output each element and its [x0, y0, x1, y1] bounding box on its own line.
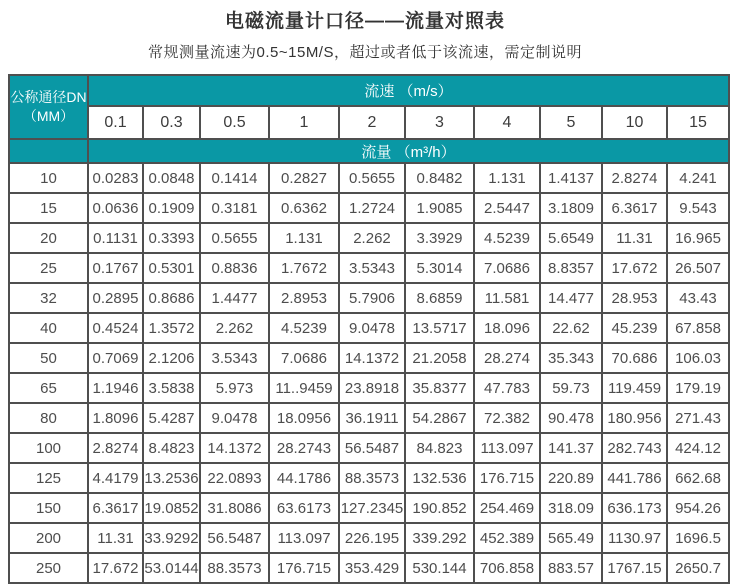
flow-value-cell: 2.262	[339, 223, 405, 253]
table-row	[9, 463, 729, 493]
flow-value-cell: 0.7069	[88, 343, 143, 373]
velocity-header-cell: 5	[540, 106, 602, 139]
flow-value-cell: 339.292	[405, 523, 474, 553]
flow-value-cell: 19.0852	[143, 493, 200, 523]
flow-value-cell: 72.382	[474, 403, 540, 433]
flow-value-cell: 28.953	[602, 283, 667, 313]
flow-value-cell: 45.239	[602, 313, 667, 343]
flow-value-cell: 271.43	[667, 403, 729, 433]
flow-value-cell: 16.965	[667, 223, 729, 253]
flow-value-cell: 2650.7	[667, 553, 729, 583]
corner-header-line1: 公称通径DN	[10, 89, 87, 105]
flow-table-body	[9, 163, 729, 583]
flow-value-cell: 3.3929	[405, 223, 474, 253]
velocity-header-cell: 4	[474, 106, 540, 139]
flow-value-cell: 88.3573	[339, 463, 405, 493]
flow-value-cell: 353.429	[339, 553, 405, 583]
flow-value-cell: 11.31	[88, 523, 143, 553]
flow-value-cell: 35.8377	[405, 373, 474, 403]
flow-table-header	[9, 75, 729, 163]
flow-value-cell: 5.7906	[339, 283, 405, 313]
flow-value-cell: 0.3393	[143, 223, 200, 253]
flow-value-cell: 22.0893	[200, 463, 269, 493]
flow-value-cell: 1767.15	[602, 553, 667, 583]
flow-value-cell: 1.9085	[405, 193, 474, 223]
flow-value-cell: 0.0283	[88, 163, 143, 193]
flow-value-cell: 3.5343	[339, 253, 405, 283]
dn-cell: 15	[9, 193, 88, 223]
flow-value-cell: 9.0478	[200, 403, 269, 433]
velocity-band-row	[9, 75, 729, 106]
flow-value-cell: 1.3572	[143, 313, 200, 343]
table-row	[9, 523, 729, 553]
flow-value-cell: 954.26	[667, 493, 729, 523]
flow-band-corner-cell	[9, 139, 88, 163]
flow-value-cell: 26.507	[667, 253, 729, 283]
flow-value-cell: 179.19	[667, 373, 729, 403]
flow-value-cell: 318.09	[540, 493, 602, 523]
flow-value-cell: 452.389	[474, 523, 540, 553]
flow-value-cell: 2.5447	[474, 193, 540, 223]
flow-value-cell: 18.0956	[269, 403, 339, 433]
flow-value-cell: 8.8357	[540, 253, 602, 283]
flow-value-cell: 254.469	[474, 493, 540, 523]
dn-cell: 200	[9, 523, 88, 553]
flow-value-cell: 21.2058	[405, 343, 474, 373]
flow-band-row	[9, 139, 729, 163]
flow-value-cell: 56.5487	[339, 433, 405, 463]
flow-value-cell: 9.543	[667, 193, 729, 223]
flow-value-cell: 113.097	[269, 523, 339, 553]
flow-value-cell: 44.1786	[269, 463, 339, 493]
flow-value-cell: 13.5717	[405, 313, 474, 343]
flow-value-cell: 6.3617	[602, 193, 667, 223]
flow-value-cell: 282.743	[602, 433, 667, 463]
table-row	[9, 343, 729, 373]
flow-value-cell: 23.8918	[339, 373, 405, 403]
flow-value-cell: 0.8482	[405, 163, 474, 193]
table-row	[9, 403, 729, 433]
flow-comparison-table	[8, 74, 730, 584]
flow-value-cell: 530.144	[405, 553, 474, 583]
velocity-band-label: 流速 （m/s）	[88, 75, 729, 106]
flow-value-cell: 28.2743	[269, 433, 339, 463]
flow-value-cell: 3.1809	[540, 193, 602, 223]
flow-value-cell: 0.1767	[88, 253, 143, 283]
table-row	[9, 223, 729, 253]
flow-value-cell: 84.823	[405, 433, 474, 463]
flow-value-cell: 31.8086	[200, 493, 269, 523]
flow-value-cell: 1.131	[269, 223, 339, 253]
page-subtitle: 常规测量流速为0.5~15M/S，超过或者低于该流速，需定制说明	[148, 44, 582, 61]
flow-value-cell: 43.43	[667, 283, 729, 313]
dn-cell: 10	[9, 163, 88, 193]
flow-value-cell: 7.0686	[269, 343, 339, 373]
flow-value-cell: 3.5343	[200, 343, 269, 373]
flow-value-cell: 11..9459	[269, 373, 339, 403]
flow-value-cell: 88.3573	[200, 553, 269, 583]
flow-value-cell: 1.7672	[269, 253, 339, 283]
flow-value-cell: 4.4179	[88, 463, 143, 493]
flow-value-cell: 59.73	[540, 373, 602, 403]
table-row	[9, 283, 729, 313]
table-row	[9, 433, 729, 463]
flow-value-cell: 1696.5	[667, 523, 729, 553]
flow-value-cell: 36.1911	[339, 403, 405, 433]
dn-cell: 125	[9, 463, 88, 493]
flow-value-cell: 132.536	[405, 463, 474, 493]
velocity-values-row	[9, 106, 729, 139]
flow-value-cell: 11.31	[602, 223, 667, 253]
flow-value-cell: 1.131	[474, 163, 540, 193]
flow-value-cell: 8.4823	[143, 433, 200, 463]
flow-value-cell: 67.858	[667, 313, 729, 343]
flow-value-cell: 90.478	[540, 403, 602, 433]
flow-value-cell: 53.0144	[143, 553, 200, 583]
dn-cell: 65	[9, 373, 88, 403]
flow-value-cell: 1.1946	[88, 373, 143, 403]
flow-value-cell: 119.459	[602, 373, 667, 403]
flow-value-cell: 2.262	[200, 313, 269, 343]
page-title: 电磁流量计口径——流量对照表	[224, 11, 505, 32]
table-row	[9, 373, 729, 403]
flow-value-cell: 0.2895	[88, 283, 143, 313]
flow-value-cell: 54.2867	[405, 403, 474, 433]
flow-value-cell: 47.783	[474, 373, 540, 403]
velocity-header-cell: 0.1	[88, 106, 143, 139]
flow-value-cell: 883.57	[540, 553, 602, 583]
flow-value-cell: 8.6859	[405, 283, 474, 313]
corner-header-line2: （MM）	[22, 108, 75, 124]
table-row	[9, 553, 729, 583]
dn-cell: 32	[9, 283, 88, 313]
flow-value-cell: 424.12	[667, 433, 729, 463]
flow-value-cell: 14.1372	[339, 343, 405, 373]
dn-cell: 250	[9, 553, 88, 583]
flow-value-cell: 5.973	[200, 373, 269, 403]
flow-value-cell: 180.956	[602, 403, 667, 433]
dn-cell: 80	[9, 403, 88, 433]
dn-cell: 40	[9, 313, 88, 343]
flow-value-cell: 11.581	[474, 283, 540, 313]
table-row	[9, 253, 729, 283]
velocity-header-cell: 2	[339, 106, 405, 139]
flow-value-cell: 565.49	[540, 523, 602, 553]
dn-cell: 100	[9, 433, 88, 463]
flow-value-cell: 176.715	[474, 463, 540, 493]
flow-value-cell: 662.68	[667, 463, 729, 493]
flow-value-cell: 5.6549	[540, 223, 602, 253]
flow-value-cell: 176.715	[269, 553, 339, 583]
flow-value-cell: 4.5239	[269, 313, 339, 343]
flow-value-cell: 35.343	[540, 343, 602, 373]
flow-value-cell: 0.5301	[143, 253, 200, 283]
flow-value-cell: 2.8953	[269, 283, 339, 313]
flow-value-cell: 0.6362	[269, 193, 339, 223]
flow-value-cell: 0.2827	[269, 163, 339, 193]
flow-value-cell: 1.4137	[540, 163, 602, 193]
dn-cell: 25	[9, 253, 88, 283]
dn-cell: 150	[9, 493, 88, 523]
flow-value-cell: 9.0478	[339, 313, 405, 343]
flow-value-cell: 220.89	[540, 463, 602, 493]
flow-value-cell: 56.5487	[200, 523, 269, 553]
flow-value-cell: 0.1131	[88, 223, 143, 253]
flow-band-label: 流量 （m³/h）	[88, 139, 729, 163]
flow-value-cell: 1.4477	[200, 283, 269, 313]
flow-value-cell: 17.672	[602, 253, 667, 283]
flow-value-cell: 5.3014	[405, 253, 474, 283]
flow-value-cell: 28.274	[474, 343, 540, 373]
flow-value-cell: 141.37	[540, 433, 602, 463]
flow-value-cell: 2.8274	[602, 163, 667, 193]
flow-value-cell: 706.858	[474, 553, 540, 583]
flow-value-cell: 33.9292	[143, 523, 200, 553]
flow-value-cell: 6.3617	[88, 493, 143, 523]
flow-value-cell: 63.6173	[269, 493, 339, 523]
flow-value-cell: 18.096	[474, 313, 540, 343]
flow-value-cell: 3.5838	[143, 373, 200, 403]
table-row	[9, 163, 729, 193]
flow-value-cell: 106.03	[667, 343, 729, 373]
flow-value-cell: 5.4287	[143, 403, 200, 433]
flow-value-cell: 190.852	[405, 493, 474, 523]
flow-value-cell: 0.4524	[88, 313, 143, 343]
flow-value-cell: 0.1414	[200, 163, 269, 193]
flow-value-cell: 22.62	[540, 313, 602, 343]
dn-cell: 50	[9, 343, 88, 373]
flow-value-cell: 0.1909	[143, 193, 200, 223]
table-row	[9, 313, 729, 343]
velocity-header-cell: 0.3	[143, 106, 200, 139]
velocity-header-cell: 0.5	[200, 106, 269, 139]
flow-value-cell: 636.173	[602, 493, 667, 523]
flow-value-cell: 0.5655	[339, 163, 405, 193]
velocity-header-cell: 3	[405, 106, 474, 139]
flow-value-cell: 1.2724	[339, 193, 405, 223]
flow-value-cell: 441.786	[602, 463, 667, 493]
flow-value-cell: 7.0686	[474, 253, 540, 283]
flow-value-cell: 14.1372	[200, 433, 269, 463]
flow-value-cell: 226.195	[339, 523, 405, 553]
velocity-header-cell: 1	[269, 106, 339, 139]
flow-value-cell: 1.8096	[88, 403, 143, 433]
table-row	[9, 193, 729, 223]
velocity-header-cell: 10	[602, 106, 667, 139]
flow-value-cell: 1130.97	[602, 523, 667, 553]
flow-value-cell: 0.0848	[143, 163, 200, 193]
flow-value-cell: 70.686	[602, 343, 667, 373]
flow-value-cell: 2.8274	[88, 433, 143, 463]
velocity-header-cell: 15	[667, 106, 729, 139]
flow-value-cell: 13.2536	[143, 463, 200, 493]
flow-value-cell: 0.8836	[200, 253, 269, 283]
flow-value-cell: 0.3181	[200, 193, 269, 223]
flow-value-cell: 4.241	[667, 163, 729, 193]
flow-value-cell: 113.097	[474, 433, 540, 463]
flow-value-cell: 4.5239	[474, 223, 540, 253]
corner-header-cell	[9, 75, 88, 139]
flow-value-cell: 0.8686	[143, 283, 200, 313]
flow-value-cell: 127.2345	[339, 493, 405, 523]
flow-value-cell: 14.477	[540, 283, 602, 313]
flow-value-cell: 0.0636	[88, 193, 143, 223]
flow-value-cell: 0.5655	[200, 223, 269, 253]
flow-value-cell: 17.672	[88, 553, 143, 583]
table-row	[9, 493, 729, 523]
dn-cell: 20	[9, 223, 88, 253]
flow-value-cell: 2.1206	[143, 343, 200, 373]
